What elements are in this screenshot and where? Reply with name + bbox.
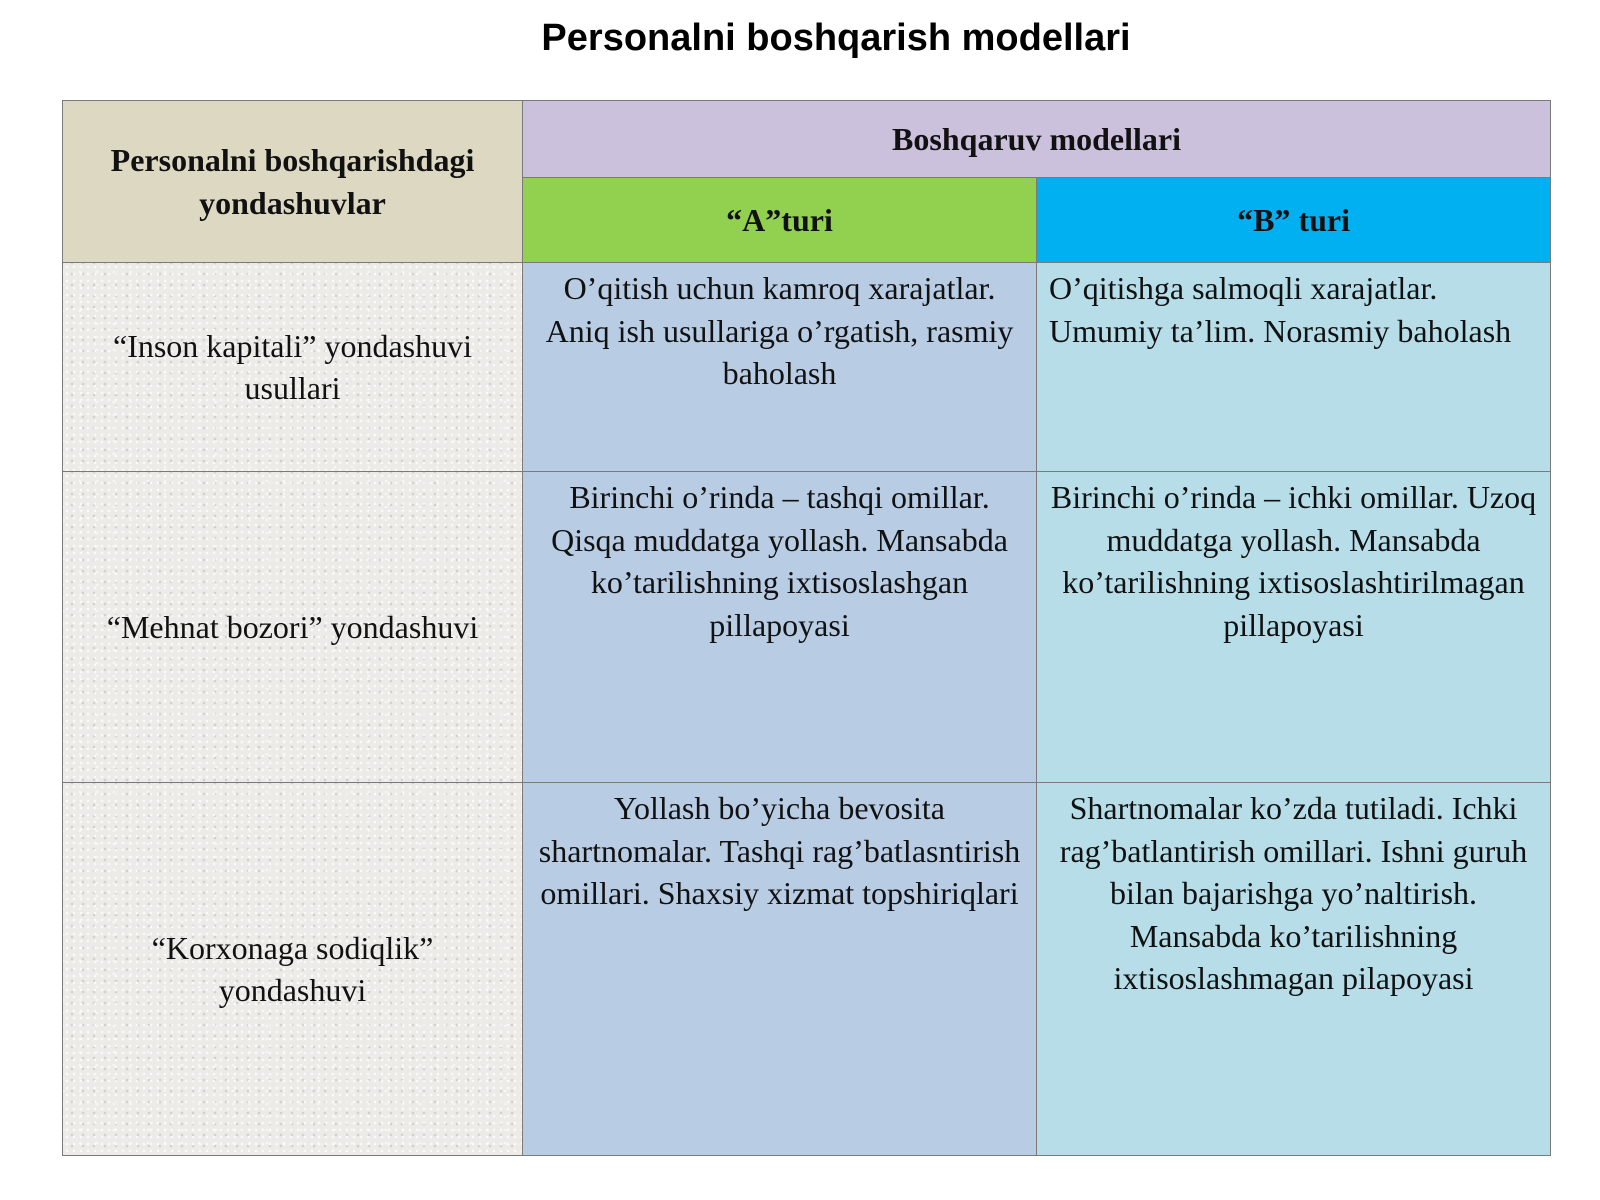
row-approach-label: “Mehnat bozori” yondashuvi	[63, 472, 523, 783]
row-approach-label: “Korxonaga sodiqlik” yondashuvi	[63, 783, 523, 1156]
table-row	[63, 263, 1551, 472]
page-title: Personalni boshqarish modellari	[541, 17, 1131, 59]
header-row-top	[63, 101, 1551, 178]
header-type-a: “A”turi	[523, 178, 1037, 263]
type-b-cell: Birinchi o’rinda – ichki omillar. Uzoq muddatga yollash. Mansabda ko’tarilishning ixtisoslashtirilmagan pillapoyasi	[1037, 472, 1551, 783]
table-row	[63, 783, 1551, 1156]
type-a-cell: Yollash bo’yicha bevosita shartnomalar. Tashqi rag’batlasntirish omillari. Shaxsiy xizmat topshiriqlari	[523, 783, 1037, 1156]
models-table	[62, 100, 1551, 1156]
row-approach-label: “Inson kapitali” yondashuvi usullari	[63, 263, 523, 472]
type-a-cell: Birinchi o’rinda – tashqi omillar. Qisqa muddatga yollash. Mansabda ko’tarilishning ixtisoslashgan pillapoyasi	[523, 472, 1037, 783]
type-b-cell: Shartnomalar ko’zda tutiladi. Ichki rag’batlantirish omillari. Ishni guruh bilan bajarishga yo’naltirish. Mansabda ko’tarilishning ixtisoslashmagan pilapoyasi	[1037, 783, 1551, 1156]
table-row	[63, 472, 1551, 783]
header-approaches: Personalni boshqarishdagi yondashuvlar	[63, 101, 523, 263]
header-type-b: “B” turi	[1037, 178, 1551, 263]
type-b-cell: O’qitishga salmoqli xarajatlar. Umumiy ta’lim. Norasmiy baholash	[1037, 263, 1551, 472]
header-models: Boshqaruv modellari	[523, 101, 1551, 178]
type-a-cell: O’qitish uchun kamroq xarajatlar. Aniq ish usullariga o’rgatish, rasmiy baholash	[523, 263, 1037, 472]
